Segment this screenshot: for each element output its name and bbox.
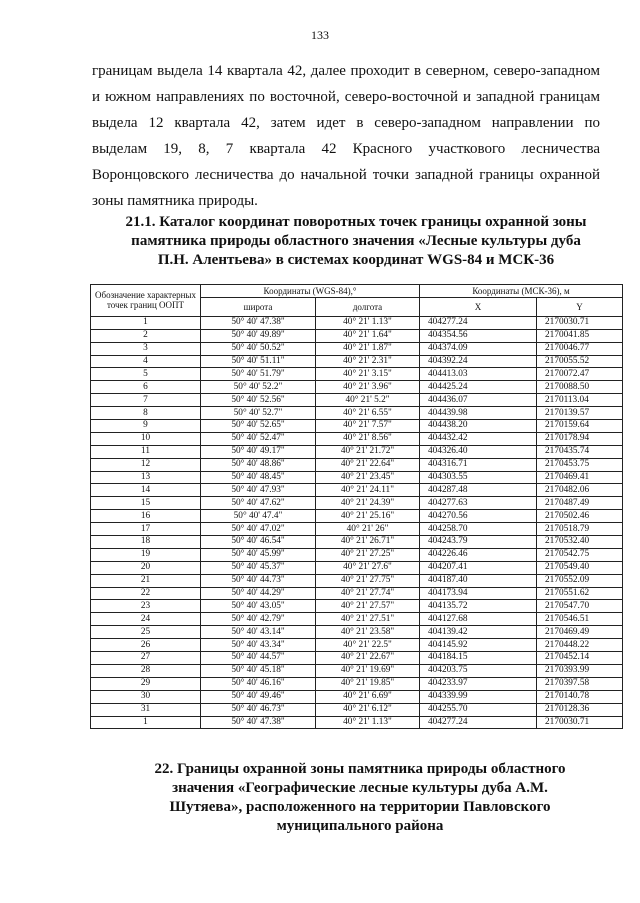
table-row	[91, 652, 623, 665]
cell-x-coord: 404316.71	[420, 458, 537, 471]
cell-y-coord: 2170551.62	[537, 587, 623, 600]
cell-latitude: 50° 40' 47.62"	[201, 497, 316, 510]
cell-y-coord: 2170140.78	[537, 690, 623, 703]
cell-y-coord: 2170552.09	[537, 574, 623, 587]
cell-y-coord: 2170452.14	[537, 652, 623, 665]
cell-latitude: 50° 40' 43.14"	[201, 626, 316, 639]
cell-x-coord: 404287.48	[420, 484, 537, 497]
cell-latitude: 50° 40' 44.73"	[201, 574, 316, 587]
cell-x-coord: 404413.03	[420, 368, 537, 381]
table-row	[91, 536, 623, 549]
cell-latitude: 50° 40' 52.56"	[201, 394, 316, 407]
cell-longitude: 40° 21' 22.5"	[316, 639, 420, 652]
cell-point-id: 9	[91, 420, 201, 433]
cell-latitude: 50° 40' 51.11"	[201, 355, 316, 368]
cell-x-coord: 404303.55	[420, 471, 537, 484]
cell-latitude: 50° 40' 46.54"	[201, 536, 316, 549]
cell-x-coord: 404184.15	[420, 652, 537, 665]
cell-latitude: 50° 40' 49.17"	[201, 445, 316, 458]
cell-y-coord: 2170502.46	[537, 510, 623, 523]
table-row	[91, 420, 623, 433]
table-row	[91, 574, 623, 587]
cell-longitude: 40° 21' 27.75"	[316, 574, 420, 587]
cell-point-id: 25	[91, 626, 201, 639]
table-row	[91, 368, 623, 381]
cell-y-coord: 2170547.70	[537, 600, 623, 613]
cell-y-coord: 2170113.04	[537, 394, 623, 407]
cell-point-id: 31	[91, 703, 201, 716]
table-row	[91, 548, 623, 561]
cell-longitude: 40° 21' 25.16"	[316, 510, 420, 523]
table-row	[91, 355, 623, 368]
cell-y-coord: 2170041.85	[537, 329, 623, 342]
cell-latitude: 50° 40' 47.93"	[201, 484, 316, 497]
cell-latitude: 50° 40' 45.18"	[201, 664, 316, 677]
table-row	[91, 471, 623, 484]
table-row	[91, 716, 623, 729]
section-22-title-line: значения «Географические лесные культуры дуба А.М.	[172, 780, 548, 796]
cell-longitude: 40° 21' 19.69"	[316, 664, 420, 677]
cell-longitude: 40° 21' 26.71"	[316, 536, 420, 549]
cell-longitude: 40° 21' 24.39"	[316, 497, 420, 510]
cell-x-coord: 404374.09	[420, 342, 537, 355]
table-row	[91, 497, 623, 510]
section-22-title-line: Шутяева», расположенного на территории Павловского	[169, 799, 551, 815]
cell-longitude: 40° 21' 27.25"	[316, 548, 420, 561]
cell-longitude: 40° 21' 19.85"	[316, 677, 420, 690]
table-row	[91, 316, 623, 329]
table-row	[91, 703, 623, 716]
cell-point-id: 12	[91, 458, 201, 471]
cell-longitude: 40° 21' 5.2"	[316, 394, 420, 407]
cell-point-id: 3	[91, 342, 201, 355]
table-row	[91, 329, 623, 342]
cell-x-coord: 404392.24	[420, 355, 537, 368]
cell-latitude: 50° 40' 51.79"	[201, 368, 316, 381]
cell-latitude: 50° 40' 52.7"	[201, 407, 316, 420]
cell-y-coord: 2170532.40	[537, 536, 623, 549]
paragraph-line: зоны памятника природы.	[92, 193, 258, 209]
table-row	[91, 639, 623, 652]
cell-latitude: 50° 40' 43.34"	[201, 639, 316, 652]
cell-x-coord: 404425.24	[420, 381, 537, 394]
cell-longitude: 40° 21' 6.12"	[316, 703, 420, 716]
cell-x-coord: 404339.99	[420, 690, 537, 703]
cell-x-coord: 404243.79	[420, 536, 537, 549]
cell-latitude: 50° 40' 48.86"	[201, 458, 316, 471]
table-row	[91, 342, 623, 355]
cell-longitude: 40° 21' 22.64"	[316, 458, 420, 471]
cell-latitude: 50° 40' 47.02"	[201, 523, 316, 536]
table-row	[91, 458, 623, 471]
cell-point-id: 22	[91, 587, 201, 600]
cell-latitude: 50° 40' 47.4"	[201, 510, 316, 523]
cell-point-id: 27	[91, 652, 201, 665]
cell-y-coord: 2170046.77	[537, 342, 623, 355]
cell-latitude: 50° 40' 45.99"	[201, 548, 316, 561]
paragraph-line: границам выдела 14 квартала 42, далее проходит в северном, северо-западном	[92, 63, 600, 79]
cell-point-id: 24	[91, 613, 201, 626]
cell-point-id: 1	[91, 716, 201, 729]
section-22-title	[110, 760, 610, 836]
cell-y-coord: 2170549.40	[537, 561, 623, 574]
cell-y-coord: 2170393.99	[537, 664, 623, 677]
cell-point-id: 7	[91, 394, 201, 407]
table-row	[91, 484, 623, 497]
cell-longitude: 40° 21' 3.15"	[316, 368, 420, 381]
table-row	[91, 677, 623, 690]
cell-y-coord: 2170139.57	[537, 407, 623, 420]
cell-y-coord: 2170469.49	[537, 626, 623, 639]
cell-longitude: 40° 21' 27.74"	[316, 587, 420, 600]
section-21-title-line: П.Н. Алентьева» в системах координат WGS-84 и МСК-36	[157, 252, 555, 268]
header-msk36: Координаты (МСК-36), м	[420, 285, 623, 298]
table-body	[91, 316, 623, 729]
coordinates-table	[90, 284, 623, 729]
header-x: X	[420, 297, 537, 316]
cell-longitude: 40° 21' 1.87"	[316, 342, 420, 355]
paragraph-line: выделам 19, 8, 7 квартала 42 Красного участкового лесничества	[92, 141, 600, 157]
page-number: 133	[311, 28, 329, 42]
table-row	[91, 626, 623, 639]
cell-x-coord: 404233.97	[420, 677, 537, 690]
cell-x-coord: 404277.24	[420, 716, 537, 729]
table-row	[91, 432, 623, 445]
header-point: Обозначение характерных точек границ ООПТ	[91, 285, 201, 317]
table-row	[91, 690, 623, 703]
cell-longitude: 40° 21' 21.72"	[316, 445, 420, 458]
cell-y-coord: 2170178.94	[537, 432, 623, 445]
cell-longitude: 40° 21' 7.57"	[316, 420, 420, 433]
cell-latitude: 50° 40' 52.2"	[201, 381, 316, 394]
cell-point-id: 29	[91, 677, 201, 690]
table-row	[91, 523, 623, 536]
cell-longitude: 40° 21' 23.45"	[316, 471, 420, 484]
cell-longitude: 40° 21' 6.55"	[316, 407, 420, 420]
table-row	[91, 587, 623, 600]
cell-x-coord: 404145.92	[420, 639, 537, 652]
cell-x-coord: 404436.07	[420, 394, 537, 407]
paragraph-line: выдела 12 квартала 42, затем идет в северо-западном направлении по	[92, 115, 600, 131]
cell-point-id: 20	[91, 561, 201, 574]
section-21-title-line: 21.1. Каталог координат поворотных точек границы охранной зоны	[125, 214, 587, 230]
cell-latitude: 50° 40' 52.47"	[201, 432, 316, 445]
table-row	[91, 407, 623, 420]
cell-point-id: 18	[91, 536, 201, 549]
cell-latitude: 50° 40' 50.52"	[201, 342, 316, 355]
section-22-title-line: муниципального района	[276, 818, 444, 834]
cell-point-id: 16	[91, 510, 201, 523]
cell-latitude: 50° 40' 42.79"	[201, 613, 316, 626]
cell-y-coord: 2170448.22	[537, 639, 623, 652]
cell-longitude: 40° 21' 23.58"	[316, 626, 420, 639]
cell-y-coord: 2170469.41	[537, 471, 623, 484]
cell-y-coord: 2170159.64	[537, 420, 623, 433]
table-row	[91, 613, 623, 626]
cell-x-coord: 404438.20	[420, 420, 537, 433]
cell-latitude: 50° 40' 48.45"	[201, 471, 316, 484]
cell-longitude: 40° 21' 1.64"	[316, 329, 420, 342]
cell-point-id: 11	[91, 445, 201, 458]
table-row	[91, 510, 623, 523]
cell-longitude: 40° 21' 27.6"	[316, 561, 420, 574]
cell-latitude: 50° 40' 46.16"	[201, 677, 316, 690]
cell-longitude: 40° 21' 2.31"	[316, 355, 420, 368]
cell-x-coord: 404135.72	[420, 600, 537, 613]
cell-point-id: 28	[91, 664, 201, 677]
body-paragraph	[92, 58, 600, 214]
cell-y-coord: 2170088.50	[537, 381, 623, 394]
cell-x-coord: 404326.40	[420, 445, 537, 458]
cell-latitude: 50° 40' 46.73"	[201, 703, 316, 716]
section-21-title-line: памятника природы областного значения «Лесные культуры дуба	[131, 233, 581, 249]
cell-x-coord: 404187.40	[420, 574, 537, 587]
cell-point-id: 17	[91, 523, 201, 536]
cell-point-id: 30	[91, 690, 201, 703]
cell-y-coord: 2170128.36	[537, 703, 623, 716]
paragraph-line: Воронцовского лесничества до начальной точки западной границы охранной	[92, 167, 600, 183]
cell-point-id: 15	[91, 497, 201, 510]
cell-latitude: 50° 40' 44.57"	[201, 652, 316, 665]
header-longitude: долгота	[316, 297, 420, 316]
cell-y-coord: 2170397.58	[537, 677, 623, 690]
cell-y-coord: 2170482.06	[537, 484, 623, 497]
cell-y-coord: 2170546.51	[537, 613, 623, 626]
cell-x-coord: 404139.42	[420, 626, 537, 639]
cell-point-id: 19	[91, 548, 201, 561]
cell-point-id: 2	[91, 329, 201, 342]
cell-x-coord: 404255.70	[420, 703, 537, 716]
cell-y-coord: 2170435.74	[537, 445, 623, 458]
cell-y-coord: 2170542.75	[537, 548, 623, 561]
cell-x-coord: 404173.94	[420, 587, 537, 600]
table-row	[91, 664, 623, 677]
cell-point-id: 1	[91, 316, 201, 329]
cell-x-coord: 404277.63	[420, 497, 537, 510]
table-row	[91, 600, 623, 613]
cell-x-coord: 404258.70	[420, 523, 537, 536]
cell-y-coord: 2170030.71	[537, 316, 623, 329]
section-21-title	[90, 213, 622, 270]
cell-x-coord: 404354.56	[420, 329, 537, 342]
cell-latitude: 50° 40' 44.29"	[201, 587, 316, 600]
cell-point-id: 14	[91, 484, 201, 497]
cell-longitude: 40° 21' 1.13"	[316, 716, 420, 729]
cell-y-coord: 2170453.75	[537, 458, 623, 471]
cell-point-id: 6	[91, 381, 201, 394]
cell-latitude: 50° 40' 49.89"	[201, 329, 316, 342]
cell-x-coord: 404439.98	[420, 407, 537, 420]
cell-latitude: 50° 40' 43.05"	[201, 600, 316, 613]
cell-x-coord: 404270.56	[420, 510, 537, 523]
paragraph-line: и южном направлениях по восточной, северо-восточной и западной границам	[92, 89, 600, 105]
cell-longitude: 40° 21' 3.96"	[316, 381, 420, 394]
cell-longitude: 40° 21' 22.67"	[316, 652, 420, 665]
cell-point-id: 13	[91, 471, 201, 484]
cell-point-id: 4	[91, 355, 201, 368]
cell-latitude: 50° 40' 52.65"	[201, 420, 316, 433]
cell-longitude: 40° 21' 24.11"	[316, 484, 420, 497]
cell-x-coord: 404207.41	[420, 561, 537, 574]
cell-latitude: 50° 40' 49.46"	[201, 690, 316, 703]
cell-y-coord: 2170072.47	[537, 368, 623, 381]
table-row	[91, 561, 623, 574]
cell-y-coord: 2170030.71	[537, 716, 623, 729]
table-row	[91, 445, 623, 458]
cell-point-id: 23	[91, 600, 201, 613]
cell-latitude: 50° 40' 47.38"	[201, 316, 316, 329]
table-row	[91, 394, 623, 407]
cell-point-id: 26	[91, 639, 201, 652]
cell-latitude: 50° 40' 45.37"	[201, 561, 316, 574]
cell-longitude: 40° 21' 8.56"	[316, 432, 420, 445]
cell-longitude: 40° 21' 27.57"	[316, 600, 420, 613]
cell-x-coord: 404127.68	[420, 613, 537, 626]
cell-longitude: 40° 21' 1.13"	[316, 316, 420, 329]
cell-point-id: 10	[91, 432, 201, 445]
cell-y-coord: 2170055.52	[537, 355, 623, 368]
cell-y-coord: 2170487.49	[537, 497, 623, 510]
cell-longitude: 40° 21' 26"	[316, 523, 420, 536]
cell-longitude: 40° 21' 6.69"	[316, 690, 420, 703]
cell-point-id: 8	[91, 407, 201, 420]
table-row	[91, 381, 623, 394]
header-y: Y	[537, 297, 623, 316]
cell-y-coord: 2170518.79	[537, 523, 623, 536]
cell-point-id: 21	[91, 574, 201, 587]
cell-longitude: 40° 21' 27.51"	[316, 613, 420, 626]
header-wgs84: Координаты (WGS-84),°	[201, 285, 420, 298]
cell-latitude: 50° 40' 47.38"	[201, 716, 316, 729]
header-latitude: широта	[201, 297, 316, 316]
cell-x-coord: 404226.46	[420, 548, 537, 561]
cell-x-coord: 404277.24	[420, 316, 537, 329]
section-22-title-line: 22. Границы охранной зоны памятника природы областного	[154, 761, 566, 777]
cell-x-coord: 404203.75	[420, 664, 537, 677]
cell-x-coord: 404432.42	[420, 432, 537, 445]
cell-point-id: 5	[91, 368, 201, 381]
